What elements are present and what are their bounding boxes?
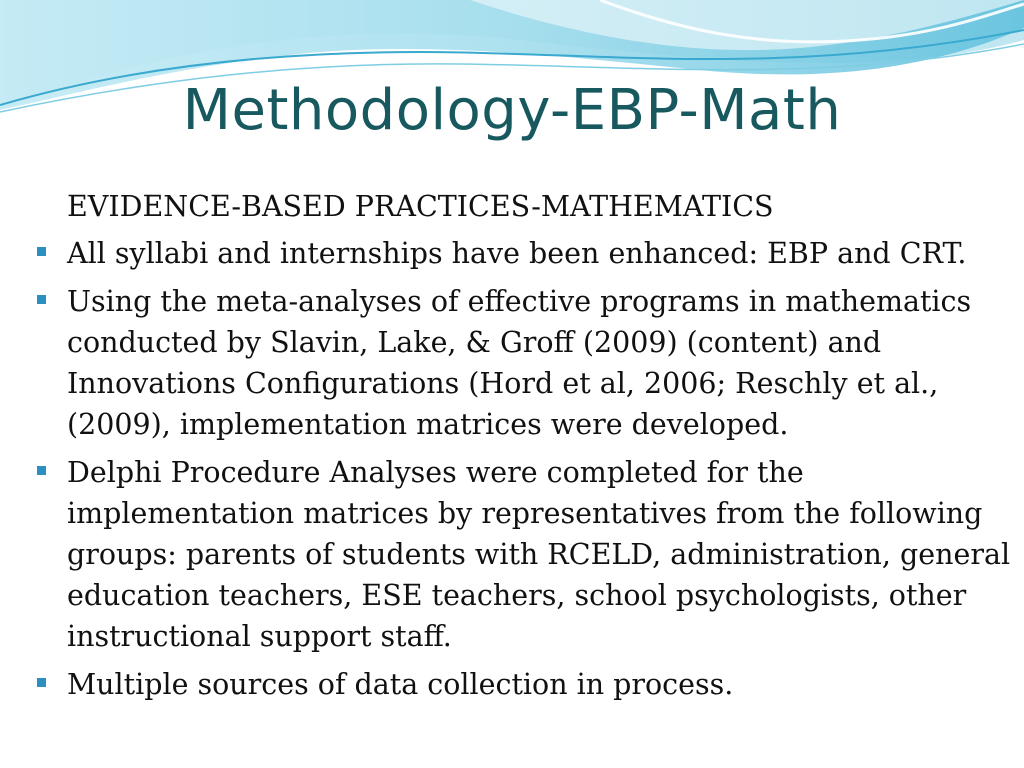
bullet-text: All syllabi and internships have been enhanced: EBP and CRT. — [67, 237, 967, 270]
bullet-item — [30, 281, 1015, 445]
bullet-text: Using the meta-analyses of effective programs in mathematics conducted by Slavin, Lake, & Groff (2009) (content) and Innovations Configurations (Hord et al, 2006; Reschly et al., (2009), implementation matrices were developed. — [67, 285, 972, 441]
bullet-marker-icon — [37, 678, 46, 687]
subheading: EVIDENCE-BASED PRACTICES-MATHEMATICS — [67, 190, 774, 223]
bullet-item — [30, 233, 1015, 274]
slide-title: Methodology-EBP-Math — [182, 78, 842, 143]
bullet-item — [30, 452, 1015, 657]
slide-body — [30, 186, 1015, 712]
bullet-text: Delphi Procedure Analyses were completed for the implementation matrices by representatives from the following groups: parents of students with RCELD, administration, general education teachers, ESE teachers, school psychologists, other instructional support staff. — [67, 456, 1011, 653]
bullet-marker-icon — [37, 295, 46, 304]
bullet-text: Multiple sources of data collection in process. — [67, 668, 734, 701]
bullet-marker-icon — [37, 466, 46, 475]
bullet-marker-icon — [37, 247, 46, 256]
bullet-item — [30, 664, 1015, 705]
